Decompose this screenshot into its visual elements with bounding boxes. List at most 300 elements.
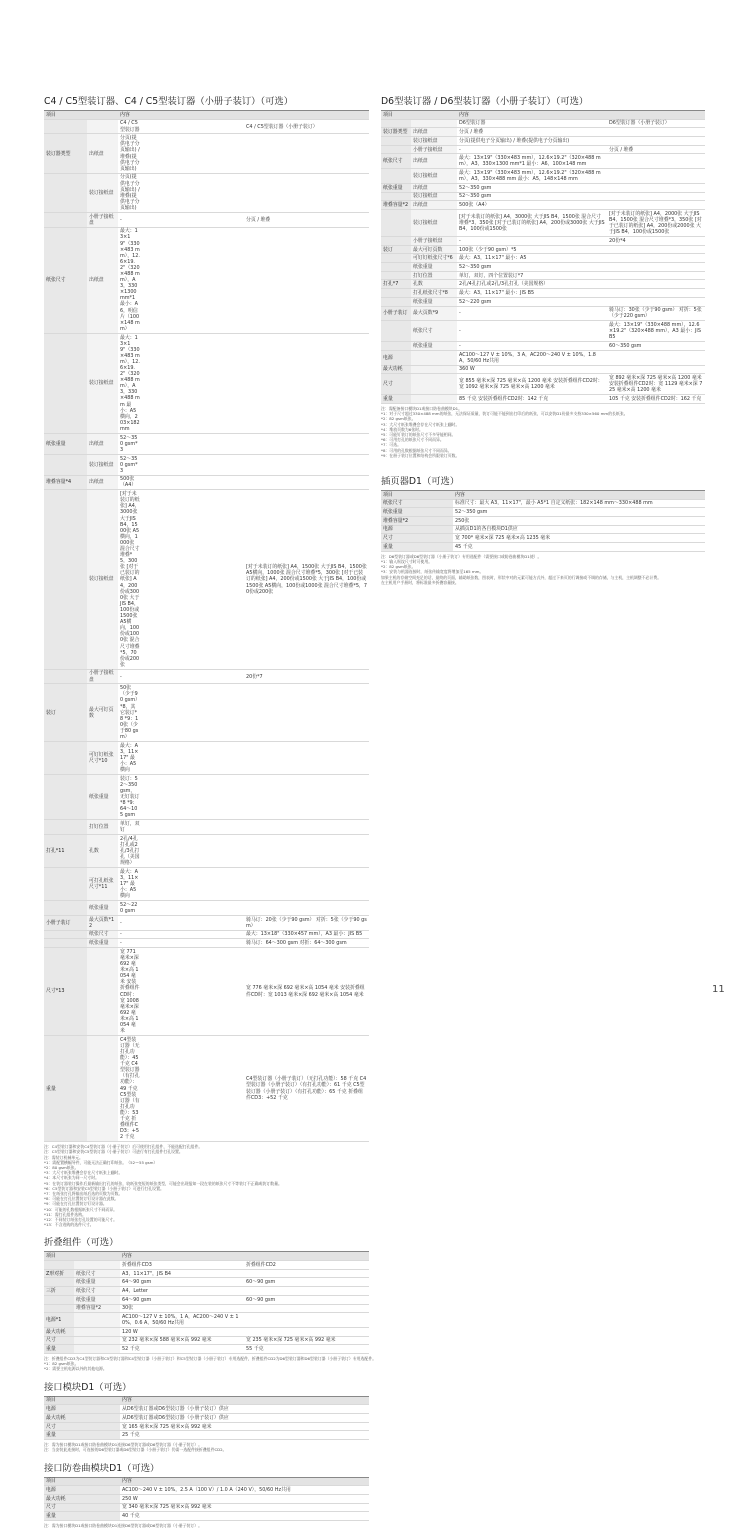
footnote: *7：可选。 [381,442,401,448]
table-cell: 最大：13×19"（330×483 mm），12.6×19.2"（320×488 mm），A3，330×1300 mm*1 最小：A6，明信片（100×148 mm） [118,227,142,333]
table-cell: 装订接纸盘 [411,210,457,237]
table-cell [381,263,411,272]
table-cell: 出纸盘 [411,154,457,169]
table-cell [244,1287,369,1296]
table-cell: - [457,145,607,154]
footnote: *5：可能钉装订的纸张尺寸不多导能相同。 [381,431,456,437]
table-cell [411,350,457,365]
table-row [44,1414,369,1423]
table-row [44,111,369,120]
table-row [381,145,705,154]
table-row [44,820,369,835]
table-cell: 宽 776 毫米×深 692 毫米×高 1054 毫米 安装折叠组件CD时：宽 1013 毫米×深 692 毫米×高 1054 毫米 [244,948,369,1036]
footnote: 注：C4型装订器和安装C4型装订器（小册子装订）后可使用打孔组件，不能选配打孔组件。 [44,1144,203,1150]
table-row [381,280,705,289]
table-cell: 出纸盘 [411,201,457,210]
table-row [44,930,369,939]
table-cell: 最大功耗 [44,1328,74,1337]
table-cell: 出纸盘 [87,433,118,454]
footnote: 如果主机的存储空间充足的话，最终的页面，辅助纸张数，图表时，形状中对的元素可能方式外，超过下来页的行调接或不调的存储，与主机，主机调整不必计费。 [381,574,662,580]
section-decurler-module [44,1463,369,1528]
table-cell [74,1345,120,1354]
section-finisher-d6 [381,96,705,458]
table-row [44,948,369,1036]
table-cell: 尺寸 [44,1336,74,1345]
table-cell: 最大页数*9 [411,306,457,321]
table-cell: 项目 [381,111,411,120]
table-row [381,297,705,306]
table-cell [381,271,411,280]
table-cell [44,333,87,433]
table-cell: 最大：13×18"（330×457 mm），A3 最小：JIS B5 [244,930,369,939]
table-row [381,321,705,342]
spec-table [44,1251,369,1354]
table-cell: 骑马订：64～300 gsm 对折：64～300 gsm [244,939,369,948]
table-cell [142,820,244,835]
table-cell: Z形对折 [44,1269,74,1278]
table-cell: 骑马订：20张（少于90 gsm） 对折：5张（少于90 gsm） [244,915,369,930]
table-row [44,1304,369,1313]
table-cell: 装订接纸盘 [87,454,118,475]
table-cell: C4型装订器（无打孔功能）：45 千克 C4型装订器（有打孔功能）：49 千克 C5型装订器（有打孔功能）：53 千克 折叠组件CD3：+52 千克 [118,1035,142,1141]
table-cell [44,1304,74,1313]
table-row [381,289,705,298]
table-cell: 可钉钉纸张尺寸*10 [87,741,118,774]
table-cell: 折叠组件CD2 [244,1261,369,1270]
table-cell: 项目 [44,1252,74,1261]
table-cell [142,111,244,120]
table-cell [607,192,705,201]
table-cell: 纸张重量 [411,342,457,351]
table-cell: 20份*4 [607,237,705,246]
table-row [381,201,705,210]
table-cell: A3，11×17"，JIS B4 [120,1269,244,1278]
table-cell: 60～90 gsm [244,1278,369,1287]
table-cell [44,741,87,774]
table-cell [87,948,118,1036]
table-row [381,525,705,534]
table-cell [607,297,705,306]
table-cell [74,1336,120,1345]
table-cell: 60～90 gsm [244,1295,369,1304]
table-cell [244,333,369,433]
table-cell [74,1252,120,1261]
table-cell [44,901,87,916]
table-cell: AC100～127 V ± 10%，3 A，AC200～240 V ± 10%，1.8 A，50/60 Hz共用 [457,350,607,365]
table-cell [87,119,118,134]
table-row [44,454,369,475]
table-cell [87,1035,118,1141]
table-cell [244,227,369,333]
table-cell: 尺寸 [44,1422,120,1431]
table-cell: 120 W [120,1328,244,1337]
table-cell: 最大可钉页数 [87,684,118,741]
table-cell: 内容 [120,1396,369,1405]
spec-table [381,490,705,552]
footnote: 注：折叠组件CD3为C4型装订器和C5型装订器和C4型装订器（小册子装订）和C5型装订器（小册子装订）专用选配件，折叠组件CD2为D6型装订器和D6型装订器（小册子装订）专用选配件。 [44,1356,377,1362]
table-cell: 360 W [457,365,607,374]
table-cell: 打孔*7 [381,280,411,289]
footnote: *4：本尺寸纸张为同一尺寸时。 [44,1175,99,1181]
table-cell: 单钉，双钉 [118,820,142,835]
table-cell: 纸张重量 [381,508,453,517]
table-cell: 项目 [44,1396,120,1405]
table-cell: 最大：A3，11×17" 最小：JIS B5 [457,289,607,298]
footnote: 在主机用户手册时，将标准最多折叠容量接。 [381,579,459,585]
table-row [381,499,705,508]
table-cell [411,111,457,120]
table-row [44,1477,369,1486]
table-cell: 20份*7 [244,669,369,684]
table-cell: 52～350 gsm*3 [118,433,142,454]
table-cell: 标准尺寸：最大 A3，11×17"，最小 A5*1 自定义纸张：182×148 mm～330×488 mm [453,499,705,508]
table-cell: 内容 [457,111,607,120]
table-cell [142,227,244,333]
table-row [44,1313,369,1328]
table-cell: - [457,321,607,342]
table-row [44,1278,369,1287]
table-cell: AC100～127 V ± 10%，1 A，AC200～240 V ± 10%，0.6 A，50/60 Hz共用 [120,1313,244,1328]
table-cell [607,254,705,263]
table-cell: 250张 [453,517,705,526]
footnote: 注：D6型装订器或D6型装订器（小册子装订）专用选配件（需要接口或防卷曲模块D1使）。 [381,553,542,559]
table-cell [74,1261,120,1270]
table-cell [381,192,411,201]
table-cell [244,173,369,212]
table-cell: 小册子装订 [381,306,411,321]
table-row [44,669,369,684]
table-cell [244,901,369,916]
table-cell: 最大：A3，11×17" 最小：A5 [457,254,607,263]
table-row [44,901,369,916]
table-cell: 105 千克 安装折叠组件CD2时：162 千克 [607,395,705,404]
table-row [44,774,369,819]
table-row [44,741,369,774]
table-cell [44,930,87,939]
table-cell: 纸张重量 [411,263,457,272]
table-cell: 85 千克 安装折叠组件CD2时：142 千克 [457,395,607,404]
table-row [44,134,369,173]
footnote: 注：需装订机械单元。 [44,1154,83,1160]
footnote: *4：堆放页数为6张时。 [381,426,423,432]
table-cell [607,289,705,298]
table-cell [142,119,244,134]
table-cell: 装订接纸盘 [411,169,457,184]
table-cell: 可钉钉纸张尺寸*6 [411,254,457,263]
table-cell: AC100～240 V ± 10%，2.5 A（100 V）/ 1.0 A（240 V），50/60 Hz共用 [120,1486,369,1495]
table-cell: 最大功耗 [44,1414,120,1423]
table-row [44,433,369,454]
table-cell: 52～220 gsm [118,901,142,916]
table-cell [244,475,369,490]
table-cell [244,868,369,901]
table-cell: 装订接纸盘 [87,490,118,669]
section-finisher-c4c5 [44,96,369,1227]
table-cell [607,271,705,280]
table-cell: 25 千克 [120,1431,369,1440]
table-cell: 宽 165 毫米×深 725 毫米×高 992 毫米 [120,1422,369,1431]
table-cell: 项目 [381,490,453,499]
table-cell: 纸张重量 [87,774,118,819]
table-cell: 500张（A4） [118,475,142,490]
table-row [44,868,369,901]
table-cell [381,145,411,154]
table-cell [44,1278,74,1287]
table-cell: 打钉位置 [87,820,118,835]
table-cell [142,475,244,490]
table-cell: D6型装订器（小册子装订） [607,119,705,128]
table-row [44,1295,369,1304]
table-cell: - [118,915,142,930]
table-row [44,1396,369,1405]
table-cell: 尺寸*13 [44,948,87,1036]
table-cell: 堆叠容量*4 [44,475,87,490]
table-cell [44,490,87,669]
table-row [381,508,705,517]
footnote: *6：C5型装订器和安装C5型装订器（小册子装订）可进行打孔设置。 [44,1185,164,1191]
table-cell: 宽 771 毫米×深 692 毫米×高 1054 毫米 安装折叠组件CD时：宽 1008 毫米×深 692 毫米×高 1054 毫米 [118,948,142,1036]
table-cell: 小册子装订 [44,915,87,930]
table-cell [244,1313,369,1328]
table-row [44,1486,369,1495]
table-cell [607,245,705,254]
table-cell [44,669,87,684]
table-cell: 纸张尺寸 [87,930,118,939]
table-cell: 纸张重量 [87,901,118,916]
table-cell: 内容 [120,1477,369,1486]
table-cell: 重量 [381,395,411,404]
table-cell: 电源 [44,1405,120,1414]
table-cell: 60～350 gsm [607,342,705,351]
table-row [381,306,705,321]
footnote: *1：82 gsm纸张。 [44,1361,79,1367]
table-cell [244,111,369,120]
table-cell: 52～350 gsm*3 [118,454,142,475]
table-row [44,1405,369,1414]
table-cell: 小册子接纸盘 [411,237,457,246]
table-cell [244,433,369,454]
table-cell: 电源 [44,1486,120,1495]
spec-table [381,110,705,404]
table-cell [142,915,244,930]
right-column [381,96,705,585]
table-cell: 装订 [381,245,411,254]
footnote: *7：在纸张打孔将输出纸后选的页数为页数。 [44,1190,123,1196]
table-cell [244,684,369,741]
table-row [44,333,369,433]
table-cell [44,774,87,819]
table-cell [607,128,705,137]
footnote: *2：80 gsm纸张。 [44,1164,79,1170]
table-cell [142,868,244,901]
footnote: *12：不同装订纸张打孔设置的可能尺寸。 [44,1217,118,1222]
table-cell: 内容 [120,1252,244,1261]
table-cell: 宽 892 毫米×深 725 毫米×高 1200 毫米 安装折叠组件CD2时：宽 1129 毫米×深 725 毫米×高 1200 毫米 [607,374,705,395]
table-cell: - [118,212,142,227]
table-cell [381,297,411,306]
table-row [381,169,705,184]
table-cell [44,868,87,901]
table-cell [411,374,457,395]
table-cell: - [457,342,607,351]
table-cell: 最大：A3，11×17" 最小：A5横向 [118,868,142,901]
table-cell [244,774,369,819]
table-cell [381,342,411,351]
table-cell: 最大：13×19"（330×483 mm），12.6×19.2"（320×488 mm），A3，330×1300 mm*1 最小：A6，100×148 mm [457,154,607,169]
table-cell: 堆叠容量*2 [381,201,411,210]
table-cell: 纸张尺寸 [381,154,411,169]
table-cell: 宽 232 毫米×深 588 毫米×高 992 毫米 [120,1336,244,1345]
table-cell: 堆叠容量*2 [74,1304,120,1313]
table-cell [244,1304,369,1313]
table-cell [381,210,411,237]
table-cell: 单钉，双钉，四个位置装订*7 [457,271,607,280]
table-row [381,342,705,351]
table-cell: 55 千克 [244,1345,369,1354]
table-cell [244,741,369,774]
table-cell [87,111,118,120]
table-cell [411,365,457,374]
table-row [44,173,369,212]
table-cell [607,263,705,272]
table-cell: 纸张尺寸 [74,1269,120,1278]
table-cell: 分页 / 堆叠 [244,212,369,227]
table-cell: 小册子接纸盘 [87,669,118,684]
table-cell [142,490,244,669]
table-row [44,490,369,669]
table-cell [244,820,369,835]
footnote: *2：需要主机电源以外的其他电源。 [44,1366,107,1372]
footnote: *2：82 gsm纸张。 [381,416,416,422]
table-cell: 打孔*11 [44,835,87,868]
table-row [381,119,705,128]
table-cell: 52～350 gsm [453,508,705,517]
table-cell: - [457,306,607,321]
footnote: *2：82 gsm纸张。 [381,564,416,570]
table-cell [381,137,411,146]
table-row [381,365,705,374]
table-cell: 装订器类型 [44,134,87,173]
table-cell: 内容 [118,111,142,120]
table-cell [142,939,244,948]
table-cell [142,901,244,916]
table-cell: C4型装订器（小册子装订）（无打孔功能）：58 千克 C4型装订器（小册子装订）（有打孔功能）：61 千克 C5型装订器（小册子装订）（有打孔功能）：65 千克 折叠组件CD3：+52 千克 [244,1035,369,1141]
table-cell: 孔数 [87,835,118,868]
table-cell: 最大：13×19"（330×488 mm），12.6×19.2"（320×488 mm），A3 最小：JIS B5 [607,321,705,342]
table-cell [142,433,244,454]
table-cell: 项目 [44,111,87,120]
table-cell [44,454,87,475]
table-cell [142,173,244,212]
table-cell: 装订接纸盘 [411,137,457,146]
table-cell: - [118,669,142,684]
table-cell: 重量 [44,1512,120,1521]
table-row [44,1494,369,1503]
table-cell [381,254,411,263]
footnote: *3：安装与机器连接时，纸张传输宽度将增加至165 mm。 [381,569,484,575]
table-row [381,111,705,120]
table-row [44,1431,369,1440]
table-cell [411,119,457,128]
table-cell: 装订接纸盘 [87,173,118,212]
table-cell: [对于未装订的纸张] A4，3000张 大于JIS B4，1500张 A5横向，1000张 混合尺寸堆叠*5，300张 [对于已装订的纸张] A4，200份或3000张 大于JIS B4，100份或1500张 A5横向，100份或1000张 混合尺寸堆叠*5，70份或200张 [118,490,142,669]
table-row [381,237,705,246]
footnote: *8：可能在打孔位置装订钉设计器在此数。 [44,1196,119,1202]
table-cell: 分页 / 堆叠 [607,145,705,154]
table-cell: C4 / C5型装订器 [118,119,142,134]
table-cell [142,948,244,1036]
table-cell: 出纸盘 [411,184,457,193]
table-cell: - [457,237,607,246]
table-cell [74,1313,120,1328]
table-cell [607,111,705,120]
table-row [381,517,705,526]
table-cell: 500张（A4） [457,201,607,210]
footnote: *3：大尺寸纸张堆叠会存在尺寸纸张上翻时。 [381,421,460,427]
table-cell: 装订：52～350 gsm，无钉装订*8 *9：64～105 gsm [118,774,142,819]
table-cell [244,454,369,475]
table-cell: 纸张尺寸 [411,321,457,342]
table-cell [44,820,87,835]
table-cell: 最大：A3，11×17" 最小：A5横向 [118,741,142,774]
table-row [44,1503,369,1512]
table-cell [44,212,87,227]
notes [381,406,705,458]
table-cell: 分页(提供电子分页输出) / 堆叠(提供电子分页输出) [457,137,607,146]
table-row [381,350,705,365]
table-cell: 纸张重量 [74,1278,120,1287]
table-cell: 尺寸 [381,374,411,395]
table-row [44,684,369,741]
table-cell: 内容 [453,490,705,499]
table-row [44,835,369,868]
table-cell [142,333,244,433]
section-title: 接口模块D1（可选） [44,1381,132,1393]
section-title: 折叠组件（可选） [44,1237,119,1249]
table-cell: 宽 235 毫米×深 725 毫米×高 992 毫米 [244,1336,369,1345]
section-title: 接口防卷曲模块D1（可选） [44,1462,160,1474]
table-cell: 三折 [44,1287,74,1296]
table-row [44,1287,369,1296]
table-cell [607,350,705,365]
footnote: *9：可能在打孔位置装订钉设计器。 [44,1201,107,1207]
table-row [381,128,705,137]
table-row [381,395,705,404]
table-cell: 分页(提供电子分页输出) / 堆叠(提供电子分页输出) [118,173,142,212]
table-cell [607,201,705,210]
footnote: *13：不含选购的选件尺寸。 [44,1222,94,1228]
table-cell: A4，Letter [120,1287,244,1296]
table-row [44,1261,369,1270]
table-cell: 52～350 gsm [457,192,607,201]
table-cell [244,134,369,173]
table-cell: 出纸盘 [411,128,457,137]
table-row [44,475,369,490]
footnote: *10：可能的孔数根据纸张尺寸不同而异。 [44,1206,118,1212]
footnote: 注：需配备接口模块D1或接口防卷曲模块D1。 [381,405,462,411]
table-row [381,184,705,193]
table-cell [607,154,705,169]
table-cell: 骑马订：30张（少于90 gsm） 对折：5张（少于220 gsm） [607,306,705,321]
section-title: C4 / C5型装订器、C4 / C5型装订器（小册子装订）（可选） [44,96,293,107]
footnote: *3：大尺寸纸张堆叠会存在尺寸纸张上翻时。 [44,1170,123,1176]
footnote: 注：需为接口模块D1或接口防卷曲模块D1连接D6型装订器或D6型装订器（小册子装订）。 [44,1522,203,1528]
table-cell [244,835,369,868]
section-title: D6型装订器 / D6型装订器（小册子装订）（可选） [381,96,589,107]
spec-table [44,1477,369,1521]
table-row [381,245,705,254]
table-cell: 孔数 [411,280,457,289]
